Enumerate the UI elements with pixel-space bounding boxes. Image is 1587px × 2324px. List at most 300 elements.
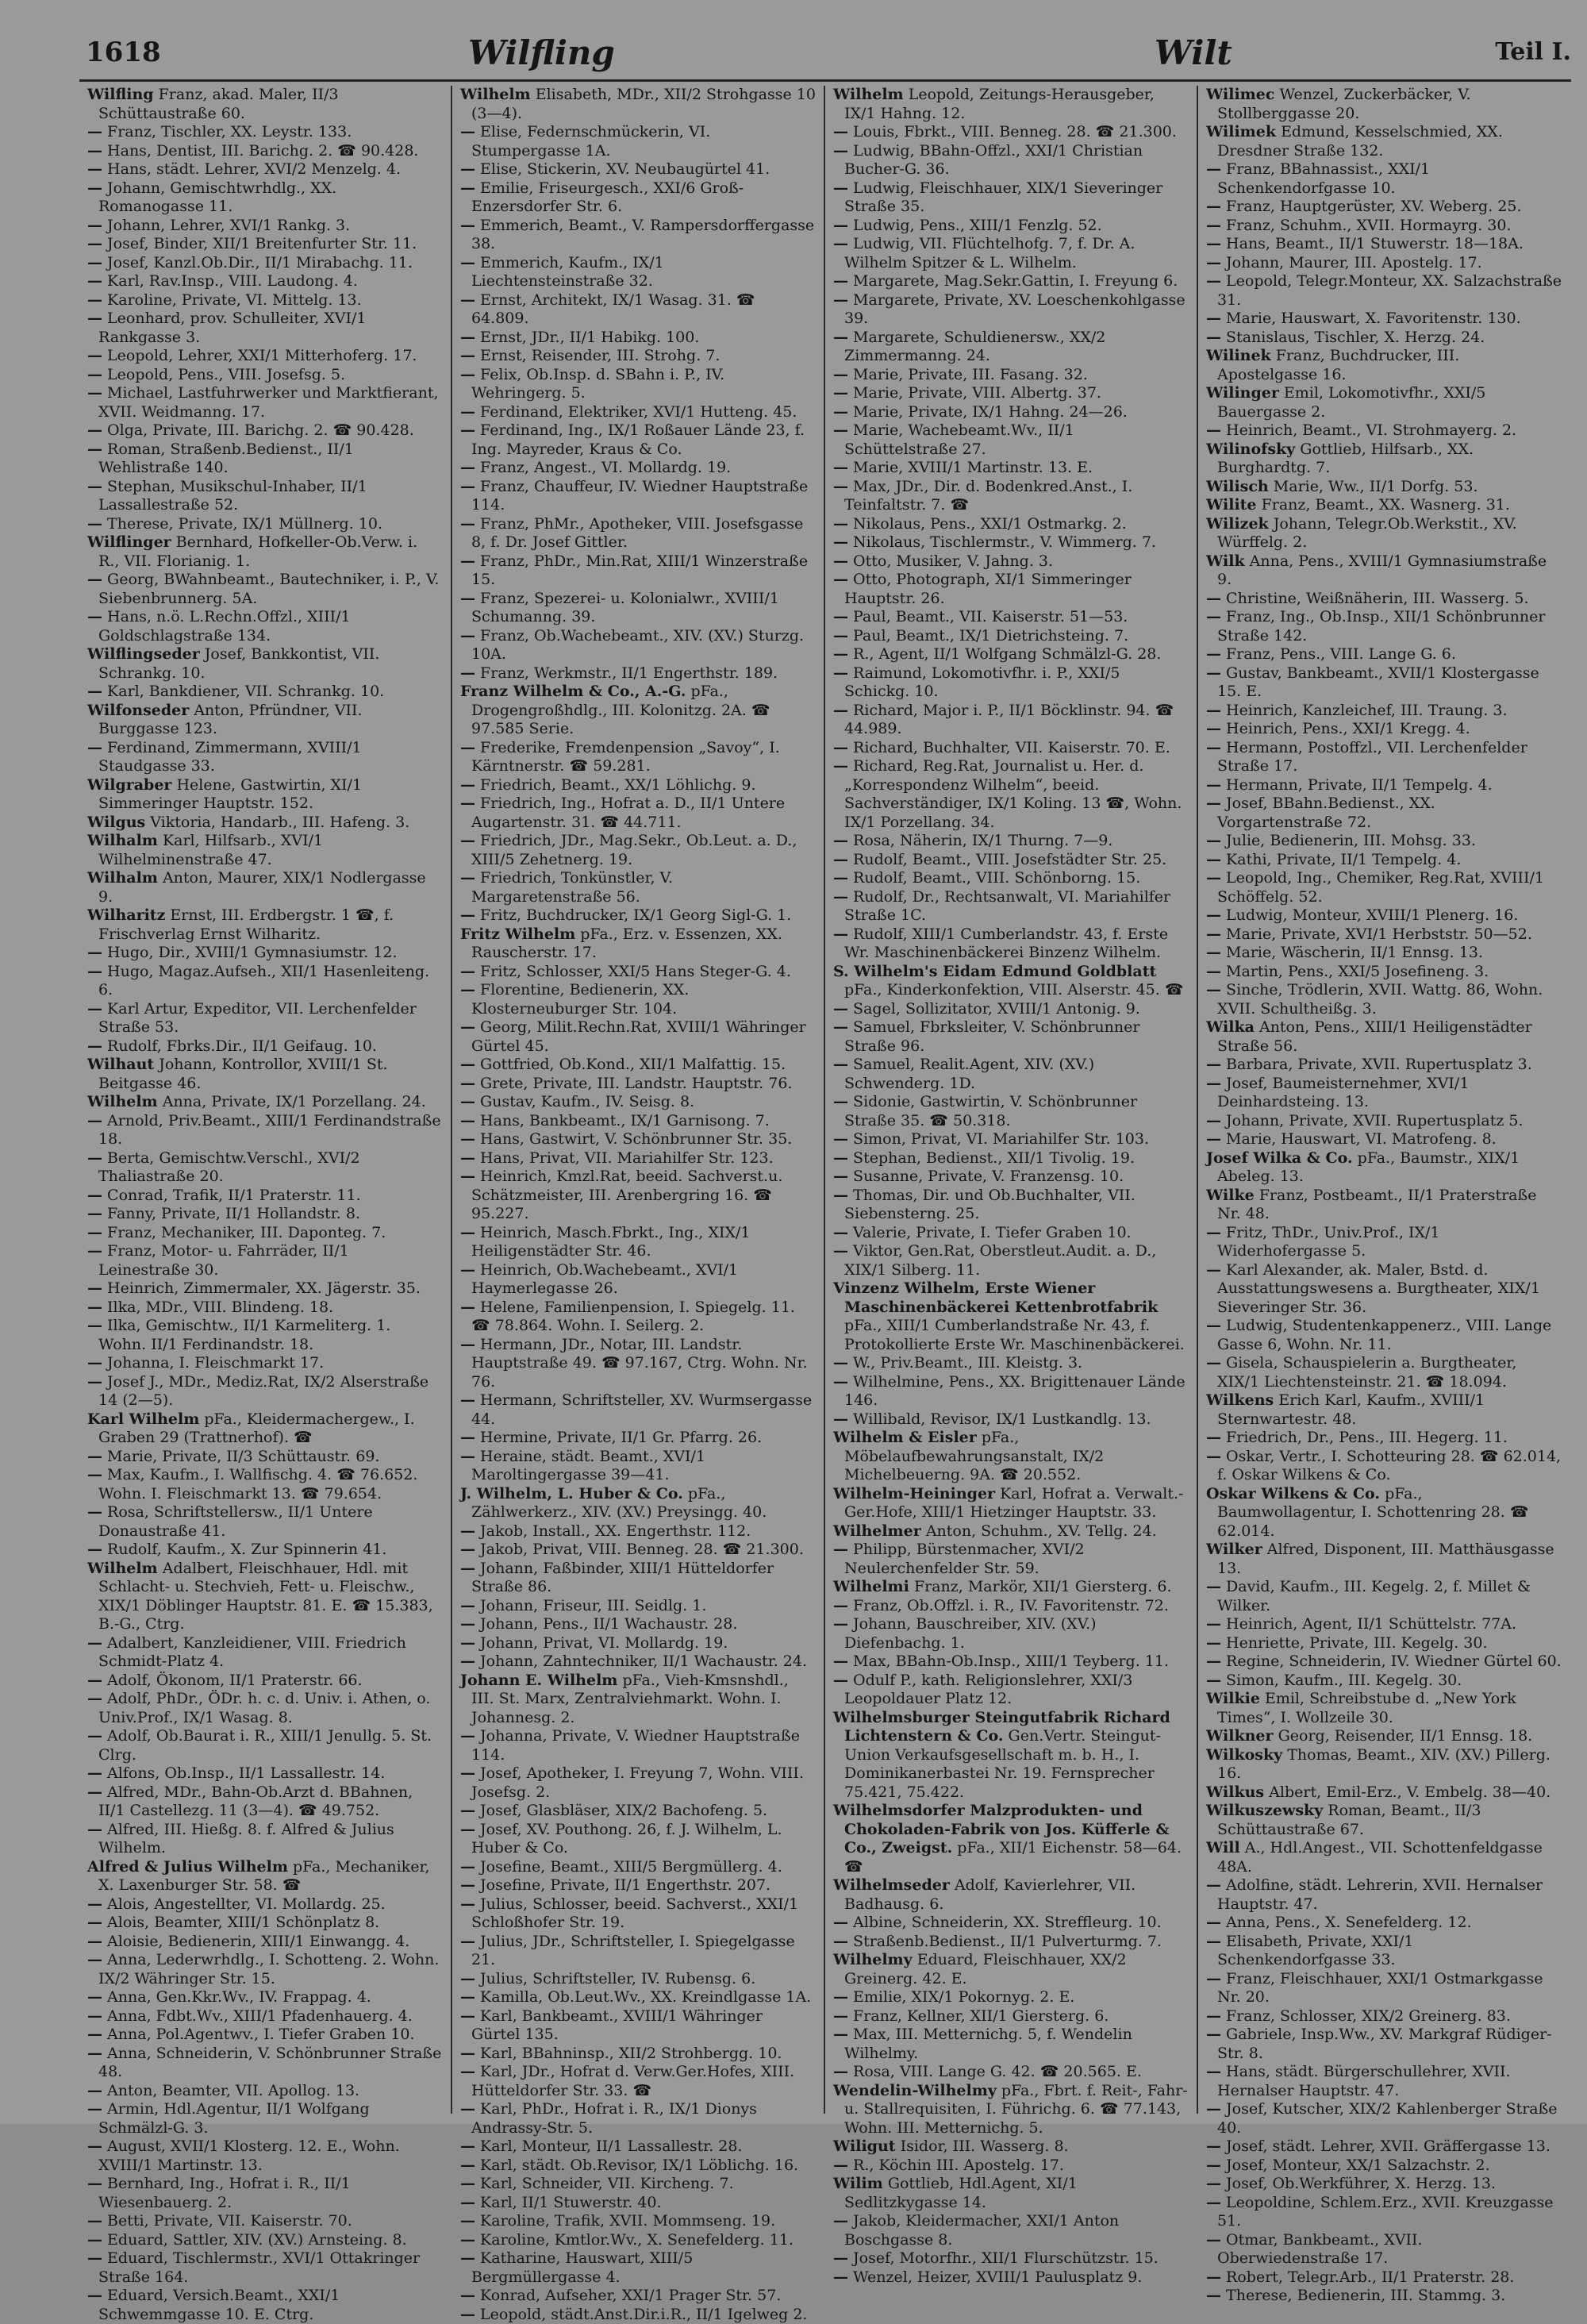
directory-entry (1206, 496, 1563, 515)
directory-entry (833, 1522, 1189, 1541)
directory-entry (1206, 590, 1563, 609)
entry-details: Hans, städt. Lehrer, XVI/2 Menzelg. 4. (107, 160, 401, 178)
directory-entry (1206, 1485, 1563, 1541)
entry-details: Franz, Motor- u. Fahrräder, II/1 Leinestraße 30. (98, 1242, 349, 1279)
entry-details: Thomas, Beamt., XIV. (XV.) Pillerg. 16. (1217, 1746, 1550, 1783)
directory-entry (1206, 552, 1563, 590)
entry-surname: — (833, 478, 848, 495)
directory-entry (460, 1615, 816, 1634)
entry-surname: — (87, 1634, 102, 1652)
entry-surname: — (833, 1354, 848, 1372)
entry-surname: — (460, 906, 475, 924)
entry-details: Hans, Beamt., II/1 Stuwerstr. 18—18A. (1226, 235, 1524, 252)
directory-entry (1206, 123, 1563, 160)
entry-details: Karl, Hofrat a. Verwalt.-Ger.Hofe, XIII/1 Hietzinger Hauptstr. 33. (844, 1485, 1183, 1522)
entry-details: Anton, Beamter, VII. Apollog. 13. (107, 2082, 359, 2099)
entry-surname: Wilk (1206, 552, 1245, 570)
page-header (79, 32, 1571, 71)
entry-details: Felix, Ob.Insp. d. SBahn i. P., IV. Wehringerg. 5. (471, 366, 724, 402)
entry-details: Hans, städt. Bürgerschullehrer, XVII. Hernalser Hauptstr. 47. (1217, 2063, 1511, 2099)
directory-entry (87, 2287, 443, 2324)
entry-details: Johann, Private, XVII. Rupertusplatz 5. (1226, 1112, 1524, 1129)
directory-entry (1206, 776, 1563, 795)
directory-entry (460, 515, 816, 552)
entry-surname: — (87, 1821, 102, 1838)
entry-surname: — (833, 2212, 848, 2230)
entry-surname: — (1206, 1112, 1221, 1129)
directory-entry (1206, 963, 1563, 982)
entry-details: Johann, Lehrer, XVI/1 Rankg. 3. (107, 217, 350, 234)
entry-details: Johann, Pens., II/1 Wachaustr. 28. (480, 1615, 737, 1633)
entry-details: Franz, Ing., Ob.Insp., XII/1 Schönbrunner Straße 142. (1217, 608, 1545, 644)
entry-surname: — (1206, 1130, 1221, 1148)
directory-entry (460, 1261, 816, 1299)
directory-entry (833, 1933, 1189, 1952)
entry-details: Karl, II/1 Stuwerstr. 40. (480, 2194, 661, 2211)
entry-details: Kamilla, Ob.Leut.Wv., XX. Kreindlgasse 1A. (480, 1988, 811, 2006)
directory-entry (833, 2268, 1189, 2287)
directory-entry (833, 1018, 1189, 1056)
entry-details: Helene, Gastwirtin, XI/1 Simmeringer Hauptstr. 152. (98, 776, 362, 813)
directory-entry (1206, 1112, 1563, 1131)
entry-details: Fritz, ThDr., Univ.Prof., IX/1 Widerhofergasse 5. (1217, 1224, 1440, 1260)
entry-surname: — (1206, 776, 1221, 794)
directory-entry (1206, 702, 1563, 721)
entry-surname: — (87, 571, 102, 588)
directory-entry (833, 1615, 1189, 1653)
entry-details: Max, III. Metternichg. 5, f. Wendelin Wilhelmy. (844, 2026, 1132, 2062)
entry-surname: — (460, 1560, 475, 1577)
entry-details: Johann, Telegr.Ob.Werkstit., XV. Würffelg. 2. (1217, 515, 1517, 552)
entry-details: Therese, Private, IX/1 Müllnerg. 10. (107, 515, 382, 533)
entry-surname: — (460, 1112, 475, 1129)
directory-entry (833, 533, 1189, 552)
entry-surname: — (87, 1466, 102, 1483)
entry-surname: — (87, 254, 102, 271)
columns (79, 86, 1571, 2114)
header-rule (79, 79, 1571, 82)
directory-entry (1206, 1187, 1563, 1224)
entry-details: Rudolf, Dr., Rechtsanwalt, VI. Mariahilfer Straße 1C. (844, 888, 1170, 925)
entry-surname: — (460, 2249, 475, 2267)
entry-surname: — (833, 1914, 848, 1931)
entry-surname: Wilke (1206, 1187, 1255, 1204)
entry-details: Rosa, Näherin, IX/1 Thurng. 7—9. (853, 832, 1112, 849)
directory-entry (460, 963, 816, 982)
entry-surname: — (460, 1764, 475, 1782)
entry-surname: — (833, 1187, 848, 1204)
directory-entry (1206, 2194, 1563, 2231)
directory-entry (87, 1410, 443, 1448)
entry-details: Josef, städt. Lehrer, XVII. Gräffergasse 13. (1226, 2137, 1550, 2155)
entry-surname: — (1206, 963, 1221, 980)
directory-entry (460, 2007, 816, 2045)
entry-surname: — (87, 683, 102, 700)
directory-entry (87, 906, 443, 944)
entry-surname: — (833, 533, 848, 551)
entry-surname: — (87, 478, 102, 495)
entry-surname: — (460, 2287, 475, 2304)
directory-entry (87, 1933, 443, 1952)
entry-details: Wenzel, Heizer, XVIII/1 Paulusplatz 9. (853, 2268, 1142, 2286)
entry-details: pFa., Fbrt. f. Reit-, Fahr- u. Stallrequisiten, I. Führichg. 6. ☎ 77.143, Wohn. III. Metternichg. 5. (844, 2082, 1188, 2137)
directory-entry (87, 1354, 443, 1373)
entry-details: Karoline, Private, VI. Mittelg. 13. (107, 291, 362, 309)
entry-details: Richard, Major i. P., II/1 Böcklinstr. 94. ☎ 44.989. (844, 702, 1174, 738)
entry-details: Gustav, Kaufm., IV. Seisg. 8. (480, 1093, 694, 1110)
entry-details: Anton, Schuhm., XV. Tellg. 24. (926, 1522, 1157, 1540)
entry-surname: — (1206, 2268, 1221, 2286)
entry-surname: — (460, 2007, 475, 2025)
entry-details: Stanislaus, Tischler, X. Herzg. 24. (1226, 329, 1485, 346)
entry-details: Michael, Lastfuhrwerker und Marktfierant, XVII. Weidmanng. 17. (98, 384, 439, 421)
directory-entry (460, 478, 816, 515)
entry-surname: — (833, 291, 848, 309)
directory-entry (460, 403, 816, 422)
directory-entry (87, 683, 443, 702)
entry-surname: — (1206, 832, 1221, 849)
directory-entry (833, 1653, 1189, 1672)
entry-details: Philipp, Bürstenmacher, XVI/2 Neulerchenfelder Str. 59. (844, 1541, 1085, 1577)
directory-entry (833, 757, 1189, 832)
entry-surname: — (460, 1093, 475, 1110)
entry-details: Max, BBahn-Ob.Insp., XIII/1 Teyberg. 11. (853, 1653, 1169, 1670)
entry-details: Friedrich, Dr., Pens., III. Hegerg. 11. (1226, 1429, 1508, 1446)
entry-surname: Wilkie (1206, 1690, 1260, 1707)
entry-details: Heinrich, Masch.Fbrkt., Ing., XIX/1 Heiligenstädter Str. 46. (471, 1224, 751, 1260)
directory-entry (87, 814, 443, 833)
entry-details: Alfred, Disponent, III. Matthäusgasse 13. (1217, 1541, 1554, 1577)
directory-entry (460, 1970, 816, 1989)
directory-entry (87, 1764, 443, 1783)
entry-surname: Wilkens (1206, 1391, 1274, 1409)
directory-entry (1206, 235, 1563, 254)
entry-details: Valerie, Private, I. Tiefer Graben 10. (853, 1224, 1132, 1241)
entry-surname: — (87, 1951, 102, 1968)
entry-details: Johanna, I. Fleischmarkt 17. (107, 1354, 324, 1372)
entry-details: Ludwig, Fleischhauer, XIX/1 Sieveringer Straße 35. (844, 179, 1162, 216)
directory-entry (460, 1933, 816, 1970)
entry-surname: — (833, 2157, 848, 2174)
directory-entry (833, 384, 1189, 403)
directory-entry (460, 459, 816, 478)
entry-details: Ilka, MDr., VIII. Blindeng. 18. (107, 1299, 333, 1316)
directory-entry (460, 1093, 816, 1112)
entry-details: Rudolf, Kaufm., X. Zur Spinnerin 41. (107, 1541, 386, 1558)
page-number: 1618 (86, 37, 161, 68)
directory-entry (87, 608, 443, 645)
entry-surname: — (87, 2026, 102, 2043)
entry-details: pFa., Mechaniker, X. Laxenburger Str. 58. ☎ (98, 1858, 430, 1895)
entry-details: Otto, Musiker, V. Jahng. 3. (853, 552, 1053, 570)
directory-entry (460, 2063, 816, 2100)
directory-entry (1206, 2137, 1563, 2157)
entry-surname: — (1206, 944, 1221, 961)
entry-details: Georg, BWahnbeamt., Bautechniker, i. P., V. Siebenbrunnerg. 5A. (98, 571, 439, 607)
entry-surname: — (460, 1876, 475, 1894)
entry-details: Raimund, Lokomotivfhr. i. P., XXI/5 Schickg. 10. (844, 664, 1120, 701)
entry-details: Karl, Schneider, VII. Kircheng. 7. (480, 2175, 734, 2192)
entry-surname: Wilhelm (460, 86, 531, 103)
entry-surname: — (87, 1373, 102, 1391)
entry-surname: — (460, 1895, 475, 1913)
entry-details: Julius, JDr., Schriftsteller, I. Spiegelgasse 21. (471, 1933, 795, 1969)
directory-entry (833, 1672, 1189, 1709)
entry-details: Karl Alexander, ak. Maler, Bstd. d. Ausstattungswesens a. Burgtheater, XIX/1 Sieveringer Str. 36. (1217, 1261, 1540, 1316)
entry-details: Isidor, III. Wasserg. 8. (901, 2137, 1069, 2155)
entry-details: Heinrich, Zimmermaler, XX. Jägerstr. 35. (107, 1279, 421, 1297)
directory-entry (460, 2194, 816, 2213)
directory-entry (460, 2231, 816, 2250)
entry-surname: — (460, 1634, 475, 1652)
entry-surname: — (833, 217, 848, 234)
entry-details: Karl, städt. Ob.Revisor, IX/1 Löblichg. 16. (480, 2157, 798, 2174)
entry-details: Josef J., MDr., Mediz.Rat, IX/2 Alserstraße 14 (2—5). (98, 1373, 428, 1410)
entry-details: Susanne, Private, V. Franzensg. 10. (853, 1168, 1124, 1185)
entry-surname: — (1206, 925, 1221, 943)
entry-surname: — (87, 2249, 102, 2267)
entry-surname: — (460, 347, 475, 364)
entry-details: Leopold, Lehrer, XXI/1 Mitterhoferg. 17. (107, 347, 417, 364)
entry-surname: — (833, 702, 848, 719)
entry-surname: — (833, 403, 848, 421)
entry-surname: — (460, 1130, 475, 1148)
entry-surname: — (1206, 1448, 1221, 1465)
directory-entry (1206, 384, 1563, 421)
directory-entry (87, 160, 443, 179)
entry-surname: — (460, 1168, 475, 1185)
directory-entry (460, 832, 816, 869)
directory-entry (833, 2157, 1189, 2176)
entry-surname: Wilhelm-Heininger (833, 1485, 995, 1503)
entry-surname: — (460, 291, 475, 309)
directory-entry (460, 1112, 816, 1131)
entry-surname: — (460, 1224, 475, 1241)
entry-surname: J. Wilhelm, L. Huber & Co. (460, 1485, 683, 1503)
entry-details: Frederike, Fremdenpension „Savoy“, I. Kärntnerstr. ☎ 59.281. (471, 739, 780, 775)
entry-details: Elise, Stickerin, XV. Neubaugürtel 41. (480, 160, 770, 178)
entry-details: Anna, Gen.Kkr.Wv., IV. Frappag. 4. (107, 1988, 371, 2006)
entry-surname: — (1206, 1914, 1221, 1931)
directory-entry (87, 1858, 443, 1895)
directory-entry (460, 329, 816, 348)
entry-details: Ernst, Architekt, IX/1 Wasag. 31. ☎ 64.809. (471, 291, 755, 328)
entry-surname: — (1206, 310, 1221, 327)
entry-surname: Wilker (1206, 1541, 1262, 1558)
directory-entry (1206, 1876, 1563, 1914)
directory-entry (87, 1672, 443, 1691)
directory-entry (833, 1597, 1189, 1616)
column-4 (1198, 86, 1571, 2114)
entry-details: Friedrich, Tonkünstler, V. Margaretenstraße 56. (471, 869, 673, 906)
directory-entry (460, 1299, 816, 1336)
entry-details: Josef, Kanzl.Ob.Dir., II/1 Mirabachg. 11. (107, 254, 413, 271)
entry-surname: — (87, 1690, 102, 1707)
entry-details: Margarete, Mag.Sekr.Gattin, I. Freyung 6. (853, 272, 1178, 290)
entry-surname: — (460, 1299, 475, 1316)
directory-entry (833, 2007, 1189, 2026)
directory-entry (87, 272, 443, 291)
entry-surname: — (87, 1764, 102, 1782)
directory-entry (87, 347, 443, 366)
entry-details: Simon, Privat, VI. Mariahilfer Str. 103. (853, 1130, 1149, 1148)
entry-details: Gottlieb, Hilfsarb., XX. Burghardtg. 7. (1217, 441, 1474, 477)
directory-entry (833, 403, 1189, 422)
directory-entry (1206, 1018, 1563, 1056)
entry-details: Franz, Schuhm., XVII. Hormayrg. 30. (1226, 217, 1511, 234)
entry-surname: — (460, 1149, 475, 1167)
entry-details: Karl Artur, Expeditor, VII. Lerchenfelder Straße 53. (98, 1000, 417, 1037)
directory-entry (460, 254, 816, 291)
directory-entry (460, 2306, 816, 2324)
entry-surname: — (460, 459, 475, 476)
entry-details: Leopold, Pens., VIII. Josefsg. 5. (107, 366, 345, 383)
entry-details: Rudolf, Fbrks.Dir., II/1 Geifaug. 10. (107, 1037, 377, 1055)
entry-surname: — (460, 869, 475, 887)
entry-surname: — (460, 1429, 475, 1446)
entry-details: pFa., Zählwerkerz., XIV. (XV.) Preysingg. 40. (471, 1485, 767, 1522)
entry-details: Emilie, Friseurgesch., XXI/6 Groß-Enzersdorfer Str. 6. (471, 179, 744, 216)
entry-details: Josef, Kutscher, XIX/2 Kahlenberger Straße 40. (1217, 2100, 1558, 2137)
entry-surname: Wilisch (1206, 478, 1269, 495)
entry-details: Florentine, Bedienerin, XX. Klosterneuburger Str. 104. (471, 981, 689, 1018)
directory-entry (833, 123, 1189, 142)
entry-details: Hermann, Postoffzl., VII. Lerchenfelder Straße 17. (1217, 739, 1527, 775)
directory-entry (833, 925, 1189, 963)
entry-surname: — (87, 421, 102, 439)
entry-details: Adolf, Kavierlehrer, VII. Badhausg. 6. (844, 1876, 1135, 1913)
entry-details: Anna, Fdbt.Wv., XIII/1 Pfadenhauerg. 4. (107, 2007, 413, 2025)
directory-entry (460, 869, 816, 906)
entry-surname: Oskar Wilkens & Co. (1206, 1485, 1380, 1503)
entry-details: Marie, Private, II/3 Schüttaustr. 69. (107, 1448, 379, 1465)
entry-surname: — (460, 1018, 475, 1036)
entry-surname: — (833, 235, 848, 252)
entry-surname: — (460, 1056, 475, 1073)
directory-entry (87, 1466, 443, 1503)
entry-surname: — (833, 421, 848, 439)
entry-details: Karl, Bankbeamt., XVIII/1 Währinger Gürtel 135. (471, 2007, 763, 2044)
directory-entry (833, 739, 1189, 758)
entry-details: Anna, Pens., X. Senefelderg. 12. (1226, 1914, 1472, 1931)
entry-details: Otto, Photograph, XI/1 Simmeringer Hauptstr. 26. (844, 571, 1132, 607)
entry-details: Elisabeth, MDr., XII/2 Strohgasse 10 (3—4). (471, 86, 816, 122)
entry-details: Willibald, Revisor, IX/1 Lustkandlg. 13. (853, 1410, 1151, 1428)
directory-entry (87, 1000, 443, 1037)
directory-entry (87, 291, 443, 310)
entry-surname: — (87, 2212, 102, 2230)
entry-surname: — (833, 888, 848, 906)
entry-surname: — (833, 1653, 848, 1670)
directory-entry (87, 645, 443, 683)
entry-surname: — (1206, 2157, 1221, 2174)
directory-entry (1206, 1224, 1563, 1261)
entry-details: Nikolaus, Pens., XXI/1 Ostmarkg. 2. (853, 515, 1127, 533)
directory-entry (87, 384, 443, 421)
entry-surname: — (1206, 795, 1221, 812)
entry-surname: — (460, 2231, 475, 2249)
entry-surname: — (460, 1653, 475, 1670)
entry-details: Anton, Maurer, XIX/1 Nodlergasse 9. (98, 869, 426, 906)
directory-entry (833, 179, 1189, 217)
entry-surname: — (87, 1783, 102, 1801)
entry-surname: — (833, 1373, 848, 1391)
directory-entry (1206, 1914, 1563, 1933)
entry-details: David, Kaufm., III. Kegelg. 2, f. Millet & Wilker. (1217, 1578, 1531, 1614)
directory-entry (87, 739, 443, 776)
entry-details: Anna, Pol.Agentwv., I. Tiefer Graben 10. (107, 2026, 415, 2043)
entry-details: Heinrich, Agent, II/1 Schüttelstr. 77A. (1226, 1615, 1516, 1633)
directory-entry (1206, 1448, 1563, 1485)
entry-details: Marie, Wachebeamt.Wv., II/1 Schüttelstraße 27. (844, 421, 1074, 458)
entry-surname: — (1206, 1261, 1221, 1279)
entry-details: Josef, Baumeisternehmer, XVI/1 Deinhardsteing. 13. (1217, 1075, 1469, 1111)
directory-entry (460, 1541, 816, 1560)
directory-entry (87, 1279, 443, 1299)
entry-surname: — (87, 142, 102, 160)
entry-details: Georg, Reisender, II/1 Ennsg. 18. (1278, 1727, 1533, 1745)
directory-entry (87, 1783, 443, 1821)
entry-details: Leopold, Zeitungs-Herausgeber, IX/1 Hahng. 12. (844, 86, 1155, 122)
directory-entry (87, 1149, 443, 1187)
entry-surname: — (87, 160, 102, 178)
directory-entry (833, 2026, 1189, 2063)
entry-surname: — (87, 1503, 102, 1521)
entry-details: Hans, Gastwirt, V. Schönbrunner Str. 35. (480, 1130, 792, 1148)
entry-details: Hans, Bankbeamt., IX/1 Garnisong. 7. (480, 1112, 770, 1129)
directory-entry (1206, 608, 1563, 645)
entry-surname: — (87, 217, 102, 234)
directory-entry (1206, 1802, 1563, 1839)
entry-details: Franz, Mechaniker, III. Daponteg. 7. (107, 1224, 386, 1241)
entry-details: Gustav, Bankbeamt., XVII/1 Klostergasse 15. E. (1217, 664, 1539, 701)
directory-entry (833, 1988, 1189, 2007)
directory-entry (87, 441, 443, 478)
entry-details: Franz, Schlosser, XIX/2 Greinerg. 83. (1226, 2007, 1511, 2025)
entry-surname: — (87, 1672, 102, 1689)
entry-surname: — (1206, 1615, 1221, 1633)
entry-surname: — (87, 944, 102, 961)
entry-surname: — (460, 963, 475, 980)
entry-surname: — (460, 832, 475, 849)
entry-details: Alfred, MDr., Bahn-Ob.Arzt d. BBahnen, II/1 Castellezg. 11 (3—4). ☎ 49.752. (98, 1783, 413, 1820)
directory-entry (460, 291, 816, 329)
column-1 (79, 86, 452, 2114)
entry-details: Franz, Ob.Offzl. i. R., IV. Favoritenstr. 72. (853, 1597, 1169, 1614)
directory-entry (1206, 421, 1563, 441)
entry-surname: — (1206, 2287, 1221, 2304)
directory-entry (1206, 441, 1563, 478)
directory-entry (87, 2231, 443, 2250)
directory-entry (833, 1485, 1189, 1522)
directory-entry (1206, 1933, 1563, 1970)
entry-surname: — (833, 1149, 848, 1167)
directory-entry (1206, 832, 1563, 851)
directory-entry (87, 217, 443, 236)
directory-entry (1206, 2268, 1563, 2287)
entry-details: Rudolf, Beamt., VIII. Josefstädter Str. 25. (853, 851, 1166, 868)
directory-entry (833, 1429, 1189, 1485)
entry-details: Marie, XVIII/1 Martinstr. 13. E. (853, 459, 1093, 476)
entry-surname: — (87, 1037, 102, 1055)
directory-entry (87, 702, 443, 739)
directory-entry (460, 1429, 816, 1448)
entry-surname: — (1206, 1933, 1221, 1950)
directory-entry (87, 869, 443, 906)
entry-surname: — (833, 571, 848, 588)
directory-entry (87, 421, 443, 441)
entry-details: Regine, Schneiderin, IV. Wiedner Gürtel 60. (1226, 1653, 1562, 1670)
